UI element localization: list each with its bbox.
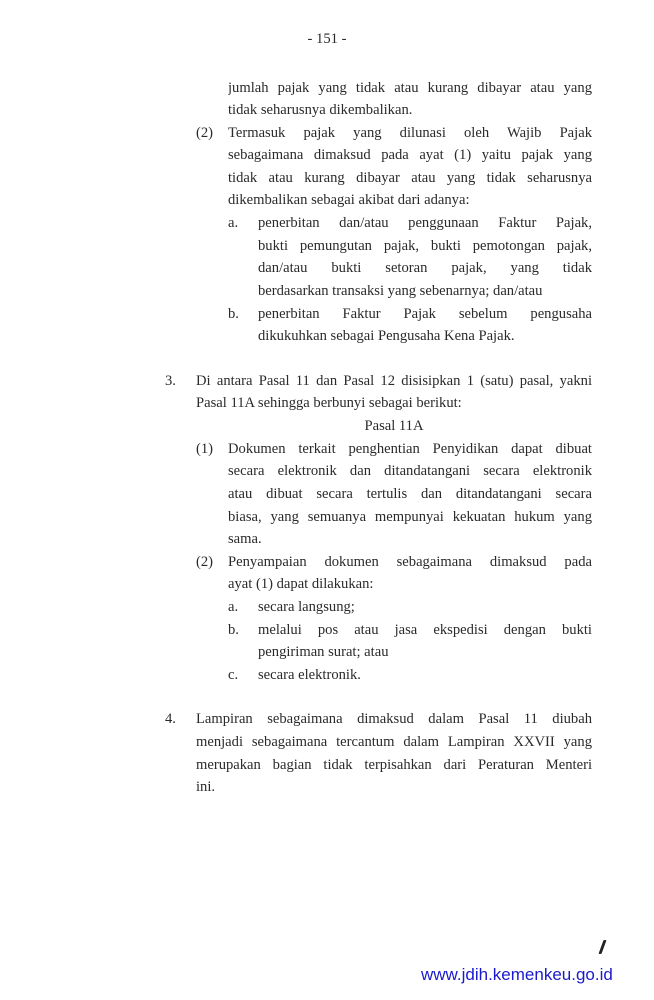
item-marker: (2) [196,554,214,570]
text-line: dikukuhkan sebagai Pengusaha Kena Pajak. [258,328,515,344]
item-marker: 4. [165,711,176,727]
text-line: Lampiran sebagaimana dimaksud dalam Pasal 11 diubah [196,711,592,727]
text-line: dikembalikan sebagai akibat dari adanya: [228,192,470,208]
page-number: - 151 - [307,31,347,47]
item-marker: a. [228,215,239,231]
text-line: dan/atau bukti setoran pajak, yang tidak [258,260,592,276]
text-line: merupakan bagian tidak terpisahkan dari Peraturan Menteri [196,757,592,773]
text-line: bukti pemungutan pajak, bukti pemotongan pajak, [258,238,592,254]
text-line: ini. [196,779,216,795]
text-line: berdasarkan transaksi yang sebenarnya; dan/atau [258,283,543,299]
text-line: penerbitan dan/atau penggunaan Faktur Pajak, [258,215,592,231]
item-marker: (1) [196,441,214,457]
item-marker: a. [228,599,239,615]
text-line: sama. [228,531,262,547]
item-marker: (2) [196,125,214,141]
item-marker: b. [228,622,239,638]
text-line: pengiriman surat; atau [258,644,389,660]
text-line: Termasuk pajak yang dilunasi oleh Wajib Pajak [228,125,592,141]
text-line: secara elektronik dan ditandatangani secara elektronik [228,463,592,479]
text-line: sebagaimana dimaksud pada ayat (1) yaitu pajak yang [228,147,592,163]
item-marker: c. [228,667,239,683]
article-heading: Pasal 11A [364,418,424,434]
text-line: atau dibuat secara tertulis dan ditandatangani secara [228,486,592,502]
text-line: Dokumen terkait penghentian Penyidikan dapat dibuat [228,441,592,457]
text-line: Di antara Pasal 11 dan Pasal 12 disisipkan 1 (satu) pasal, yakni [196,373,592,389]
text-line: secara langsung; [258,599,355,615]
text-line: secara elektronik. [258,667,361,683]
text-line: Penyampaian dokumen sebagaimana dimaksud pada [228,554,592,570]
text-line: ayat (1) dapat dilakukan: [228,576,374,592]
text-line: tidak seharusnya dikembalikan. [228,102,413,118]
text-line: Pasal 11A sehingga berbunyi sebagai berikut: [196,395,462,411]
text-line: jumlah pajak yang tidak atau kurang dibayar atau yang [228,80,592,96]
item-marker: 3. [165,373,176,389]
text-line: melalui pos atau jasa ekspedisi dengan bukti [258,622,592,638]
text-line: penerbitan Faktur Pajak sebelum pengusaha [258,306,592,322]
item-marker: b. [228,306,239,322]
initial-paraf-mark [598,940,606,954]
footer-url[interactable]: www.jdih.kemenkeu.go.id [421,965,613,984]
text-line: biasa, yang semuanya mempunyai kekuatan hukum yang [228,509,592,525]
text-line: menjadi sebagaimana tercantum dalam Lampiran XXVII yang [196,734,592,750]
text-line: tidak atau kurang dibayar atau yang tidak seharusnya [228,170,592,186]
